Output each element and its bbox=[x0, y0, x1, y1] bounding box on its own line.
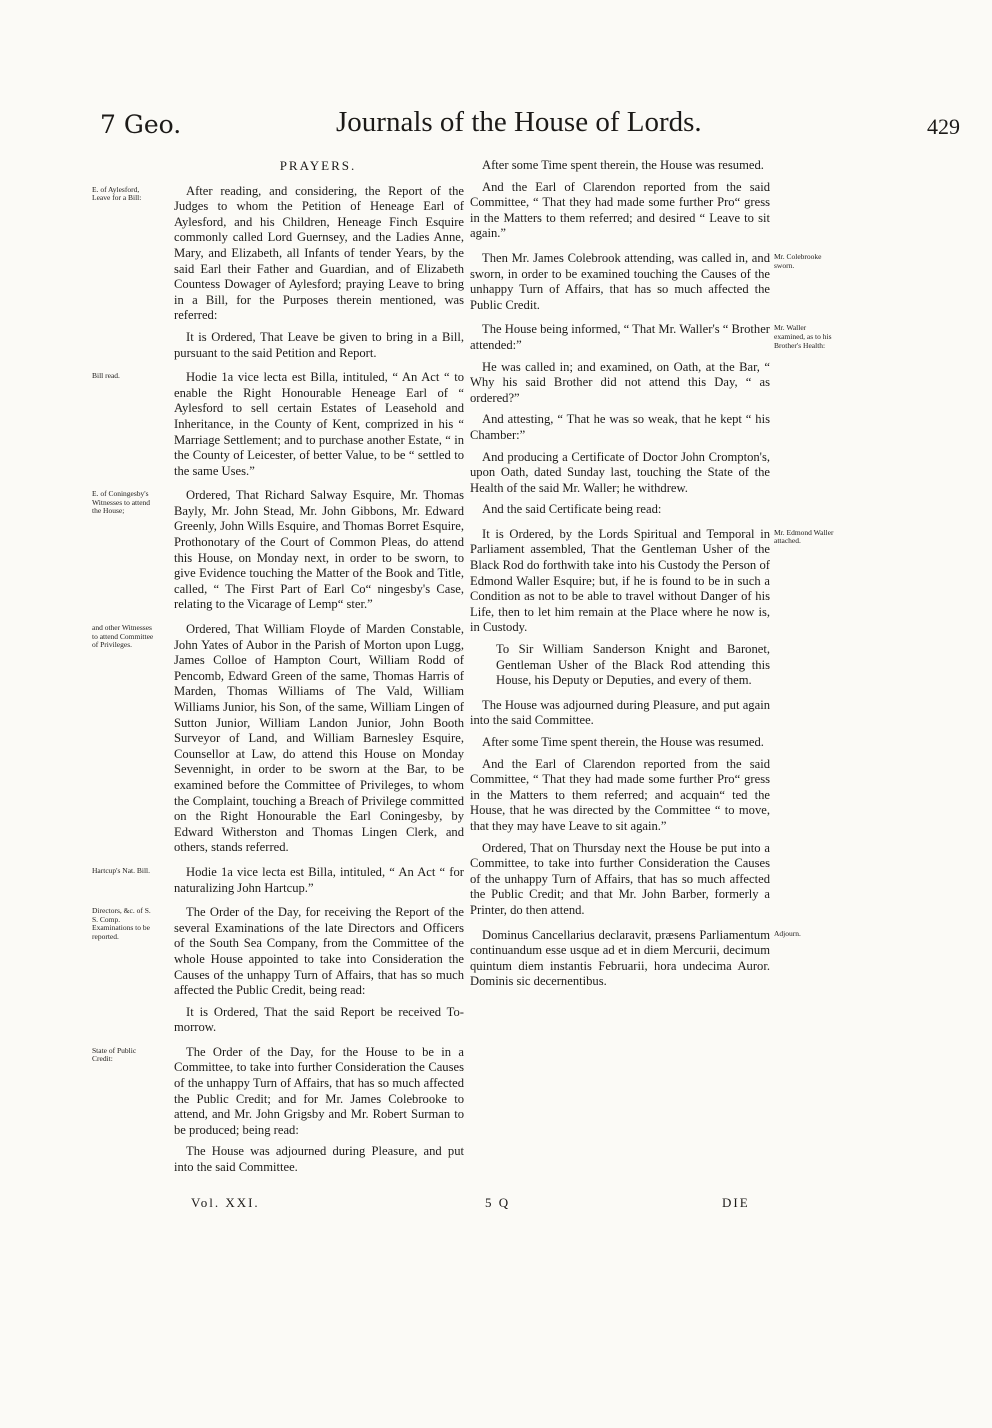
margin-note: E. of Aylesford, Leave for a Bill: bbox=[92, 184, 142, 203]
margin-note: State of Public Credit: bbox=[92, 1045, 137, 1064]
margin-note: E. of Coningesby's Witnesses to attend the House; bbox=[92, 489, 151, 516]
page-header bbox=[100, 104, 960, 148]
margin-note: Directors, &c. of S. S. Comp. Examinations to be reported. bbox=[92, 906, 151, 941]
paragraph: He was called in; and examined, on Oath, at the Bar, “ Why his said Brother did not attend this Day, “ as ordered?” bbox=[470, 359, 770, 405]
paragraph: It is Ordered, by the Lords Spiritual and Temporal in Parliament assembled, That the Gentleman Usher of the Black Rod do forthwith take into his Custody the Person of Edmond Waller Esquire; but, if he is found to be in such a Condition as not to be able to travel without Danger of his Life, then to let him remain at the Place where he now is, in Custody. bbox=[470, 526, 770, 635]
margin-note: Bill read. bbox=[92, 371, 120, 381]
paragraph: Ordered, That Richard Salway Esquire, Mr. Thomas Bayly, Mr. John Stead, Mr. John Gibbons, Mr. Edward Greenly, John Wills Esquire, and Thomas Borret Esquire, Prothonotary of the Court of Common Pleas, do attend this House, on Monday next, in order to be sworn, to give Evidence touching the Matter of the Book and Title, called, “ The First Part of Earl Co“ ningesby's Case, relating to the Vicarage of Lemp“ ster.” bbox=[174, 488, 464, 612]
paragraph: The Order of the Day, for the House to be in a Committee, to take into further Consideration the Causes of the unhappy Turn of Affairs, that has so much affected the Public Credit; and for Mr. James Colebrooke to attend, and Mr. John Grigsby and Mr. Robert Surman to be produced; being read: bbox=[174, 1044, 464, 1137]
paragraph: The House was adjourned during Pleasure, and put again into the said Committee. bbox=[470, 697, 770, 728]
margin-note: Mr. Edmond Waller attached. bbox=[774, 527, 834, 546]
margin-note: Mr. Colebrooke sworn. bbox=[774, 251, 822, 270]
margin-note: Hartcup's Nat. Bill. bbox=[92, 865, 151, 875]
margin-note: Mr. Waller examined, as to his Brother's Health: bbox=[774, 323, 832, 350]
volume-number: Vol. XXI. bbox=[191, 1195, 260, 1210]
entry-bill-read bbox=[92, 370, 464, 479]
signature-mark: 5 Q bbox=[485, 1195, 511, 1210]
entry-resumed bbox=[470, 158, 770, 242]
entry-waller-attached bbox=[470, 526, 834, 689]
paragraph: It is Ordered, That the said Report be received To-morrow. bbox=[174, 1004, 464, 1035]
entry-directors-report bbox=[92, 905, 464, 1036]
address-text: To Sir William Sanderson Knight and Baronet, Gentleman Usher of the Black Rod attending this House, his Deputy or Deputies, and every of them. bbox=[496, 642, 770, 688]
paragraph: Hodie 1a vice lecta est Billa, intituled, “ An Act “ to enable the Right Honourable Heneage Earl of “ Aylesford to sell certain Estates of Leasehold and Inheritance, in the County of Kent, comprized in his “ Marriage Settlement; and to purchase another Estate, “ in the County of Leicester, of better Value, to be “ settled to the same Uses.” bbox=[174, 370, 464, 478]
paragraph: The Order of the Day, for receiving the Report of the several Examinations of the late Directors and Officers of the South Sea Company, from the Committee of the whole House appointed to take into Consideration the Causes of the unhappy Turn of Affairs, that has so much affected the Public Credit, being read: bbox=[174, 905, 464, 998]
paragraph: And producing a Certificate of Doctor John Crompton's, upon Oath, dated Sunday last, touching the State of the Health of the said Mr. Waller; he withdrew. bbox=[470, 449, 770, 495]
paragraph: And the Earl of Clarendon reported from the said Committee, “ That they had made some further Pro“ gress in the Matters to them referred; and acquain“ ted the House, that he was directed by the Committee “ to move, that they may have Leave to sit again.” bbox=[470, 756, 770, 833]
paragraph: The House was adjourned during Pleasure, and put into the said Committee. bbox=[174, 1144, 464, 1175]
margin-note: Adjourn. bbox=[774, 928, 801, 938]
entry-coningesby-witnesses bbox=[92, 488, 464, 613]
paragraph: The House being informed, “ That Mr. Waller's “ Brother attended:” bbox=[470, 322, 770, 352]
left-column bbox=[92, 158, 464, 1185]
entry-colebrooke-sworn bbox=[470, 250, 822, 313]
entry-hartcup-bill bbox=[92, 865, 464, 896]
paragraph: After some Time spent therein, the House was resumed. bbox=[482, 735, 764, 749]
warrant-address bbox=[470, 642, 770, 689]
margin-note: and other Witnesses to attend Committee of Privileges. bbox=[92, 623, 154, 650]
entry-committee-again bbox=[470, 698, 770, 919]
section-title: PRAYERS. bbox=[279, 158, 357, 173]
page-number: 429 bbox=[927, 114, 960, 139]
paragraph: And the said Certificate being read: bbox=[482, 502, 662, 517]
paragraph: Ordered, That on Thursday next the House be put into a Committee, to take into further Consideration the Causes of the unhappy Turn of Affairs, that has so much affected the Public Credit; and that Mr. John Barber, formerly a Printer, do then attend. bbox=[470, 840, 770, 917]
page-title: Journals of the House of Lords. bbox=[336, 106, 702, 138]
entry-waller-examined bbox=[470, 322, 832, 518]
catchword: DIE bbox=[722, 1195, 750, 1210]
right-column bbox=[470, 158, 834, 999]
paragraph: After reading, and considering, the Report of the Judges to whom the Petition of Heneage Earl of Aylesford, and his Children, Heneage Finch Esquire commonly called Lord Guernsey, and the Ladies Anne, Mary, and Elizabeth, all Infants of tender Years, by the said Earl their Father and Guardian, and of Elizabeth Countess Dowager of Aylesford; praying Leave to bring in a Bill, for the Purposes therein mentioned, was referred: bbox=[174, 183, 464, 323]
entry-adjournment bbox=[470, 927, 801, 990]
entry-other-witnesses bbox=[92, 622, 464, 856]
entry-aylesford bbox=[92, 184, 464, 362]
paragraph: Dominus Cancellarius declaravit, præsens Parliamentum continuandum esse usque ad et in diem Mercurii, decimum quintum diem instantis Februarii, hora undecima Auror. Dominis sic decernentibus. bbox=[470, 927, 770, 989]
paragraph: After some Time spent therein, the House was resumed. bbox=[482, 158, 764, 172]
entry-public-credit bbox=[92, 1045, 464, 1176]
paragraph: Ordered, That William Floyde of Marden Constable, John Yates of Aubor in the Parish of Morton upon Lugg, James Colloe of Hampton Court, William Rodd of Pencomb, Edward Green of the same, Thomas Harris of Marden, Thomas Williams of The Vald, William Williams Junior, his Son, of the same, William Lingen of Sutton Junior, William Landon Junior, John Booth Surveyor of Land, and William Barnesley Esquire, Counsellor at Law, do attend this House on Monday Sevennight, in order to be sworn at the Bar, to be examined before the Committee of Privileges, to whom the Complaint, touching a Breach of Privilege committed on the Right Honourable the Earl Coningesby, by Edward Witherston and Thomas Lingen Clerk, and others, stands referred. bbox=[174, 622, 464, 855]
regnal-year: 7 Geo. bbox=[100, 110, 182, 139]
paragraph: And attesting, “ That he was so weak, that he kept “ his Chamber:” bbox=[470, 412, 770, 442]
paragraph: Hodie 1a vice lecta est Billa, intituled, “ An Act “ for naturalizing John Hartcup.” bbox=[174, 864, 464, 895]
paragraph: Then Mr. James Colebrook attending, was called in, and sworn, in order to be examined touching the Causes of the unhappy Turn of Affairs, that has so much affected the Public Credit. bbox=[470, 250, 770, 312]
paragraph: And the Earl of Clarendon reported from the said Committee, “ That they had made some further Pro“ gress in the Matters to them referred; and desired “ Leave to sit again.” bbox=[470, 179, 770, 241]
paragraph: It is Ordered, That Leave be given to bring in a Bill, pursuant to the said Petition and Report. bbox=[174, 329, 464, 360]
